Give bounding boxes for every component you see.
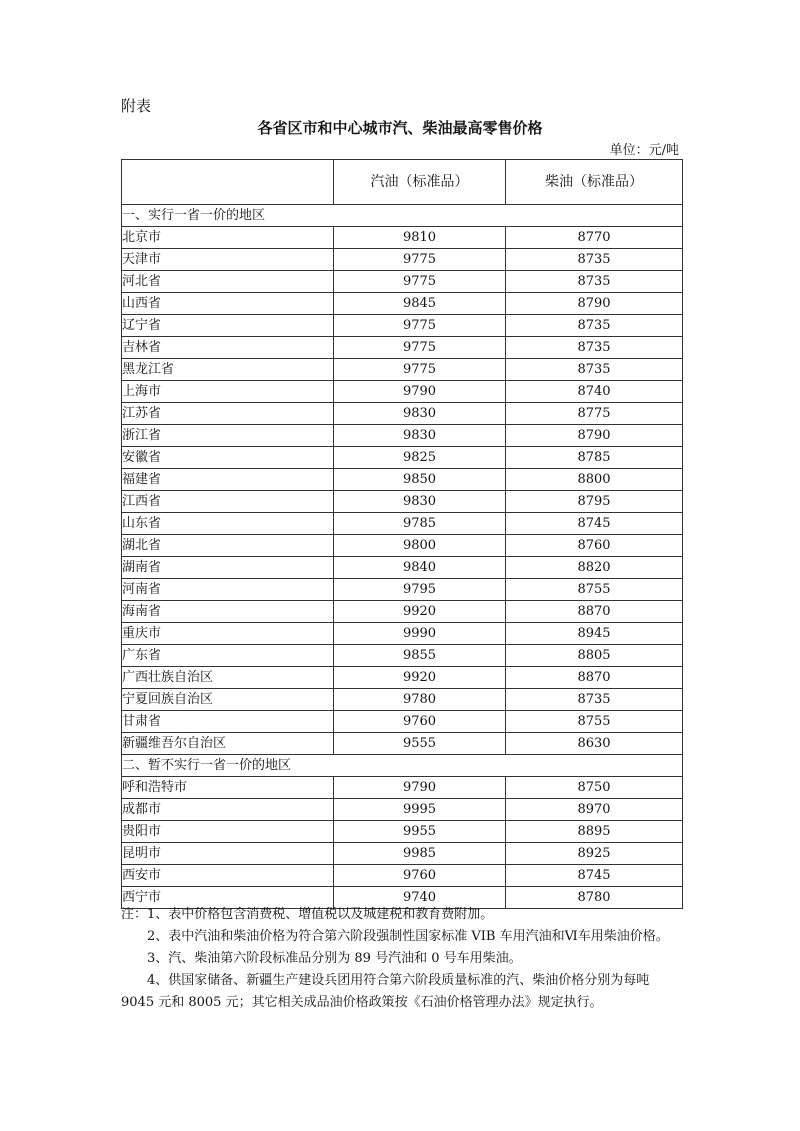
table-row (122, 821, 683, 843)
gasoline-price-cell: 9830 (334, 403, 506, 425)
note-4: 4、供国家储备、新疆生产建设兵团用符合第六阶段质量标准的汽、柴油价格分别为每吨 9045 元和 8005 元；其它相关成品油价格政策按《石油价格管理办法》规定执行。 (121, 973, 650, 1010)
table-row (122, 359, 683, 381)
diesel-price-cell: 8820 (506, 557, 683, 579)
table-row (122, 315, 683, 337)
table-header-row (122, 160, 683, 205)
diesel-price-cell: 8750 (506, 777, 683, 799)
gasoline-price-cell: 9785 (334, 513, 506, 535)
gasoline-price-cell: 9775 (334, 271, 506, 293)
region-cell: 江苏省 (122, 403, 334, 425)
region-cell: 昆明市 (122, 843, 334, 865)
region-cell: 西安市 (122, 865, 334, 887)
diesel-price-cell: 8785 (506, 447, 683, 469)
table-row (122, 513, 683, 535)
region-cell: 北京市 (122, 227, 334, 249)
column-header-region (122, 160, 334, 205)
gasoline-price-cell: 9810 (334, 227, 506, 249)
gasoline-price-cell: 9795 (334, 579, 506, 601)
region-cell: 河北省 (122, 271, 334, 293)
diesel-price-cell: 8805 (506, 645, 683, 667)
gasoline-price-cell: 9920 (334, 667, 506, 689)
table-row (122, 777, 683, 799)
column-header-diesel: 柴油（标准品） (506, 160, 683, 205)
table-row (122, 645, 683, 667)
document-title: 各省区市和中心城市汽、柴油最高零售价格 (257, 119, 543, 137)
gasoline-price-cell: 9955 (334, 821, 506, 843)
gasoline-price-cell: 9790 (334, 777, 506, 799)
diesel-price-cell: 8795 (506, 491, 683, 513)
gasoline-price-cell: 9760 (334, 711, 506, 733)
region-cell: 成都市 (122, 799, 334, 821)
region-cell: 天津市 (122, 249, 334, 271)
column-header-gasoline: 汽油（标准品） (334, 160, 506, 205)
gasoline-price-cell: 9845 (334, 293, 506, 315)
gasoline-price-cell: 9830 (334, 491, 506, 513)
gasoline-price-cell: 9985 (334, 843, 506, 865)
table-row (122, 491, 683, 513)
region-cell: 福建省 (122, 469, 334, 491)
diesel-price-cell: 8735 (506, 337, 683, 359)
diesel-price-cell: 8735 (506, 359, 683, 381)
diesel-price-cell: 8970 (506, 799, 683, 821)
region-cell: 河南省 (122, 579, 334, 601)
diesel-price-cell: 8780 (506, 887, 683, 909)
diesel-price-cell: 8790 (506, 425, 683, 447)
table-row (122, 425, 683, 447)
table-row (122, 403, 683, 425)
diesel-price-cell: 8770 (506, 227, 683, 249)
region-cell: 上海市 (122, 381, 334, 403)
table-row (122, 227, 683, 249)
diesel-price-cell: 8745 (506, 513, 683, 535)
diesel-price-cell: 8735 (506, 315, 683, 337)
diesel-price-cell: 8790 (506, 293, 683, 315)
region-cell: 山西省 (122, 293, 334, 315)
diesel-price-cell: 8800 (506, 469, 683, 491)
diesel-price-cell: 8870 (506, 667, 683, 689)
diesel-price-cell: 8755 (506, 579, 683, 601)
region-cell: 贵阳市 (122, 821, 334, 843)
gasoline-price-cell: 9995 (334, 799, 506, 821)
diesel-price-cell: 8735 (506, 689, 683, 711)
unit-label: 单位：元/吨 (609, 143, 679, 158)
gasoline-price-cell: 9855 (334, 645, 506, 667)
diesel-price-cell: 8945 (506, 623, 683, 645)
diesel-price-cell: 8735 (506, 271, 683, 293)
gasoline-price-cell: 9775 (334, 359, 506, 381)
table-row (122, 667, 683, 689)
note-2: 2、表中汽油和柴油价格为符合第六阶段强制性国家标准 VIB 车用汽油和Ⅵ车用柴油价格。 (147, 929, 669, 944)
table-row (122, 535, 683, 557)
table-row (122, 601, 683, 623)
section-row (122, 755, 683, 777)
gasoline-price-cell: 9840 (334, 557, 506, 579)
table-row (122, 689, 683, 711)
table-row (122, 623, 683, 645)
gasoline-price-cell: 9830 (334, 425, 506, 447)
table-body (122, 205, 683, 909)
diesel-price-cell: 8760 (506, 535, 683, 557)
table-row (122, 271, 683, 293)
note-3: 3、汽、柴油第六阶段标准品分别为 89 号汽油和 0 号车用柴油。 (147, 951, 522, 966)
gasoline-price-cell: 9760 (334, 865, 506, 887)
table-row (122, 337, 683, 359)
region-cell: 江西省 (122, 491, 334, 513)
region-cell: 黑龙江省 (122, 359, 334, 381)
gasoline-price-cell: 9990 (334, 623, 506, 645)
diesel-price-cell: 8870 (506, 601, 683, 623)
region-cell: 浙江省 (122, 425, 334, 447)
region-cell: 西宁市 (122, 887, 334, 909)
region-cell: 辽宁省 (122, 315, 334, 337)
table-row (122, 865, 683, 887)
diesel-price-cell: 8735 (506, 249, 683, 271)
table-row (122, 843, 683, 865)
gasoline-price-cell: 9555 (334, 733, 506, 755)
table-row (122, 711, 683, 733)
gasoline-price-cell: 9920 (334, 601, 506, 623)
region-cell: 宁夏回族自治区 (122, 689, 334, 711)
table-row (122, 293, 683, 315)
gasoline-price-cell: 9740 (334, 887, 506, 909)
diesel-price-cell: 8925 (506, 843, 683, 865)
table-row (122, 799, 683, 821)
region-cell: 山东省 (122, 513, 334, 535)
region-cell: 甘肃省 (122, 711, 334, 733)
gasoline-price-cell: 9775 (334, 249, 506, 271)
region-cell: 湖北省 (122, 535, 334, 557)
price-table (121, 159, 683, 909)
region-cell: 海南省 (122, 601, 334, 623)
gasoline-price-cell: 9780 (334, 689, 506, 711)
region-cell: 重庆市 (122, 623, 334, 645)
table-row (122, 469, 683, 491)
table-row (122, 557, 683, 579)
region-cell: 呼和浩特市 (122, 777, 334, 799)
gasoline-price-cell: 9775 (334, 337, 506, 359)
table-row (122, 381, 683, 403)
region-cell: 湖南省 (122, 557, 334, 579)
gasoline-price-cell: 9800 (334, 535, 506, 557)
diesel-price-cell: 8775 (506, 403, 683, 425)
gasoline-price-cell: 9825 (334, 447, 506, 469)
notes (121, 904, 682, 1014)
region-cell: 广西壮族自治区 (122, 667, 334, 689)
note-1: 注：1、表中价格包含消费税、增值税以及城建税和教育费附加。 (121, 907, 494, 922)
gasoline-price-cell: 9790 (334, 381, 506, 403)
table-row (122, 579, 683, 601)
region-cell: 安徽省 (122, 447, 334, 469)
diesel-price-cell: 8630 (506, 733, 683, 755)
attachment-label: 附表 (121, 97, 152, 115)
region-cell: 广东省 (122, 645, 334, 667)
diesel-price-cell: 8755 (506, 711, 683, 733)
section-row (122, 205, 683, 227)
section-title: 二、暂不实行一省一价的地区 (122, 755, 683, 777)
table-row (122, 447, 683, 469)
table-row (122, 249, 683, 271)
region-cell: 吉林省 (122, 337, 334, 359)
gasoline-price-cell: 9775 (334, 315, 506, 337)
diesel-price-cell: 8745 (506, 865, 683, 887)
table-row (122, 733, 683, 755)
gasoline-price-cell: 9850 (334, 469, 506, 491)
diesel-price-cell: 8740 (506, 381, 683, 403)
section-title: 一、实行一省一价的地区 (122, 205, 683, 227)
region-cell: 新疆维吾尔自治区 (122, 733, 334, 755)
diesel-price-cell: 8895 (506, 821, 683, 843)
